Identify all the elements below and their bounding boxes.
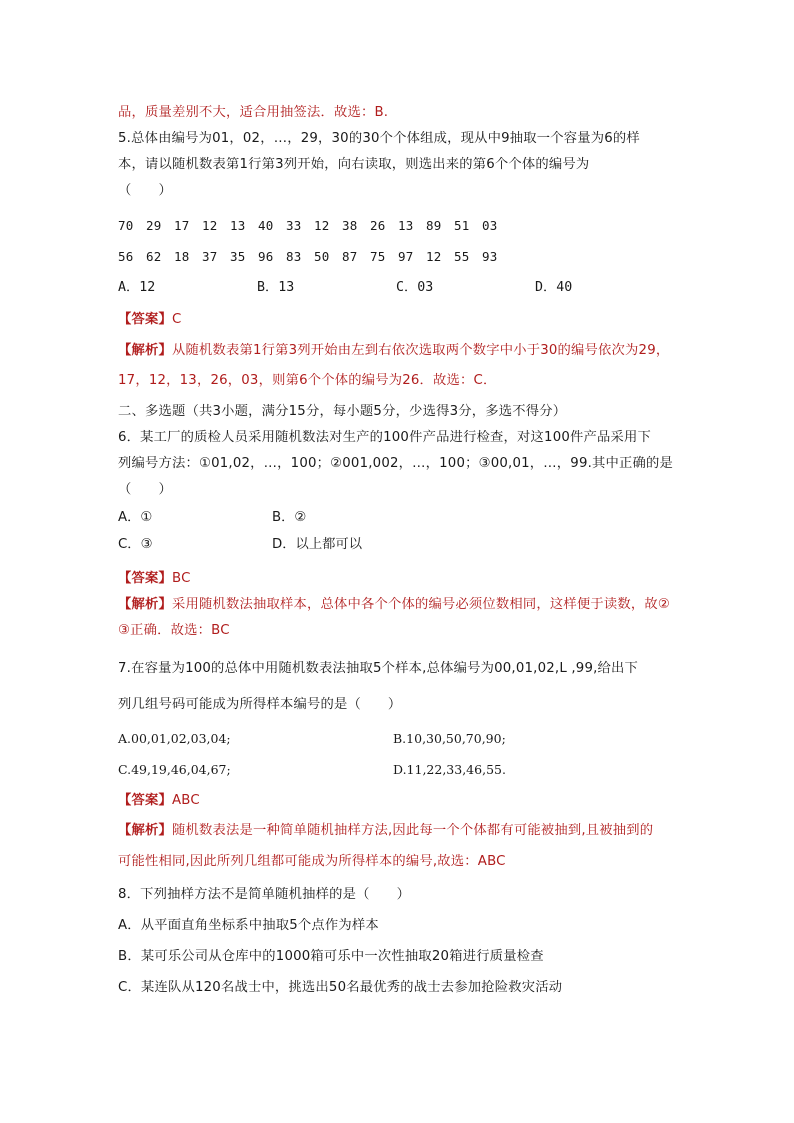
table-cell: 51 bbox=[454, 218, 470, 233]
q6-analysis-line1 bbox=[118, 596, 670, 614]
q8-stem: 8．下列抽样方法不是简单随机抽样的是（ ） bbox=[118, 887, 411, 902]
q7-stem-line2: 列几组号码可能成为所得样本编号的是（ ） bbox=[118, 697, 402, 712]
q7-analysis-line2: 可能性相同,因此所列几组都可能成为所得样本的编号,故选：ABC bbox=[118, 854, 506, 869]
table-cell: 12 bbox=[426, 249, 442, 264]
section-title-multiple-choice: 二、多选题（共3小题，满分15分，每小题5分，少选得3分，多选不得分） bbox=[118, 404, 567, 419]
answer-tag: 【答案】 bbox=[118, 793, 172, 808]
table-cell: 55 bbox=[454, 249, 470, 264]
q5-stem-line3: （ ） bbox=[118, 183, 172, 198]
table-cell: 87 bbox=[342, 249, 358, 264]
table-cell: 70 bbox=[118, 218, 134, 233]
q6-option-d: D．以上都可以 bbox=[272, 537, 363, 552]
prev-analysis-tail: 品，质量差别不大，适合用抽签法．故选：B. bbox=[118, 105, 389, 120]
table-cell: 75 bbox=[370, 249, 386, 264]
q8-option-c: C．某连队从120名战士中，挑选出50名最优秀的战士去参加抢险救灾活动 bbox=[118, 980, 563, 995]
q6-stem-line1: 6．某工厂的质检人员采用随机数法对生产的100件产品进行检查，对这100件产品采用下 bbox=[118, 430, 652, 445]
table-cell: 12 bbox=[202, 218, 218, 233]
q8-option-a: A．从平面直角坐标系中抽取5个点作为样本 bbox=[118, 918, 379, 933]
table-cell: 29 bbox=[146, 218, 162, 233]
random-table-row2 bbox=[118, 248, 510, 266]
table-cell: 96 bbox=[258, 249, 274, 264]
table-cell: 93 bbox=[482, 249, 498, 264]
q8-option-b: B．某可乐公司从仓库中的1000箱可乐中一次性抽取20箱进行质量检查 bbox=[118, 949, 544, 964]
table-cell: 26 bbox=[370, 218, 386, 233]
table-cell: 50 bbox=[314, 249, 330, 264]
analysis-text: 随机数表法是一种简单随机抽样方法,因此每一个个体都有可能被抽到,且被抽到的 bbox=[172, 823, 654, 838]
q6-analysis-line2: ③正确．故选：BC bbox=[118, 623, 230, 638]
q7-answer bbox=[118, 792, 200, 810]
q5-answer bbox=[118, 311, 182, 329]
q6-option-b: B．② bbox=[272, 510, 307, 525]
table-cell: 37 bbox=[202, 249, 218, 264]
analysis-text: 采用随机数法抽取样本，总体中各个个体的编号必须位数相同，这样便于读数，故② bbox=[172, 597, 671, 612]
q5-option-a: A．12 bbox=[118, 280, 156, 295]
q5-analysis-line1 bbox=[118, 342, 669, 360]
table-cell: 33 bbox=[286, 218, 302, 233]
table-cell: 40 bbox=[258, 218, 274, 233]
q7-analysis-line1 bbox=[118, 822, 653, 840]
table-cell: 62 bbox=[146, 249, 162, 264]
analysis-text: 从随机数表第1行第3列开始由左到右依次选取两个数字中小于30的编号依次为29， bbox=[172, 343, 670, 358]
analysis-tag: 【解析】 bbox=[118, 597, 172, 612]
q7-option-a: A.00,01,02,03,04; bbox=[118, 731, 231, 746]
random-table-row1 bbox=[118, 217, 510, 235]
q5-option-d: D．40 bbox=[535, 280, 573, 295]
q7-option-d: D.11,22,33,46,55. bbox=[393, 762, 506, 777]
q6-option-a: A．① bbox=[118, 510, 153, 525]
q6-stem-line2: 列编号方法：①01,02，…，100；②001,002，…，100；③00,01，…，99.其中正确的是 bbox=[118, 456, 674, 471]
q5-analysis-line2: 17，12，13，26，03，则第6个个体的编号为26．故选：C． bbox=[118, 373, 497, 388]
q5-stem-line1: 5.总体由编号为01，02，…，29，30的30个个体组成，现从中9抽取一个容量为6的样 bbox=[118, 131, 640, 146]
table-cell: 03 bbox=[482, 218, 498, 233]
q5-stem-line2: 本，请以随机数表第1行第3列开始，向右读取，则选出来的第6个个体的编号为 bbox=[118, 157, 590, 172]
q5-option-b: B．13 bbox=[257, 280, 295, 295]
answer-tag: 【答案】 bbox=[118, 312, 172, 327]
table-cell: 83 bbox=[286, 249, 302, 264]
answer-value: ABC bbox=[172, 793, 200, 808]
table-cell: 18 bbox=[174, 249, 190, 264]
table-cell: 12 bbox=[314, 218, 330, 233]
answer-value: BC bbox=[172, 571, 191, 586]
answer-tag: 【答案】 bbox=[118, 571, 172, 586]
table-cell: 35 bbox=[230, 249, 246, 264]
table-cell: 97 bbox=[398, 249, 414, 264]
table-cell: 38 bbox=[342, 218, 358, 233]
q6-answer bbox=[118, 570, 191, 588]
table-cell: 13 bbox=[398, 218, 414, 233]
q7-option-c: C.49,19,46,04,67; bbox=[118, 762, 231, 777]
table-cell: 17 bbox=[174, 218, 190, 233]
q6-option-c: C．③ bbox=[118, 537, 153, 552]
table-cell: 13 bbox=[230, 218, 246, 233]
table-cell: 56 bbox=[118, 249, 134, 264]
q6-stem-line3: （ ） bbox=[118, 482, 172, 497]
q7-option-b: B.10,30,50,70,90; bbox=[393, 731, 506, 746]
q5-option-c: C．03 bbox=[396, 280, 434, 295]
analysis-tag: 【解析】 bbox=[118, 823, 172, 838]
table-cell: 89 bbox=[426, 218, 442, 233]
answer-value: C bbox=[172, 312, 182, 327]
q7-stem-line1: 7.在容量为100的总体中用随机数表法抽取5个样本,总体编号为00,01,02,L ,99,给出下 bbox=[118, 661, 639, 676]
analysis-tag: 【解析】 bbox=[118, 343, 172, 358]
